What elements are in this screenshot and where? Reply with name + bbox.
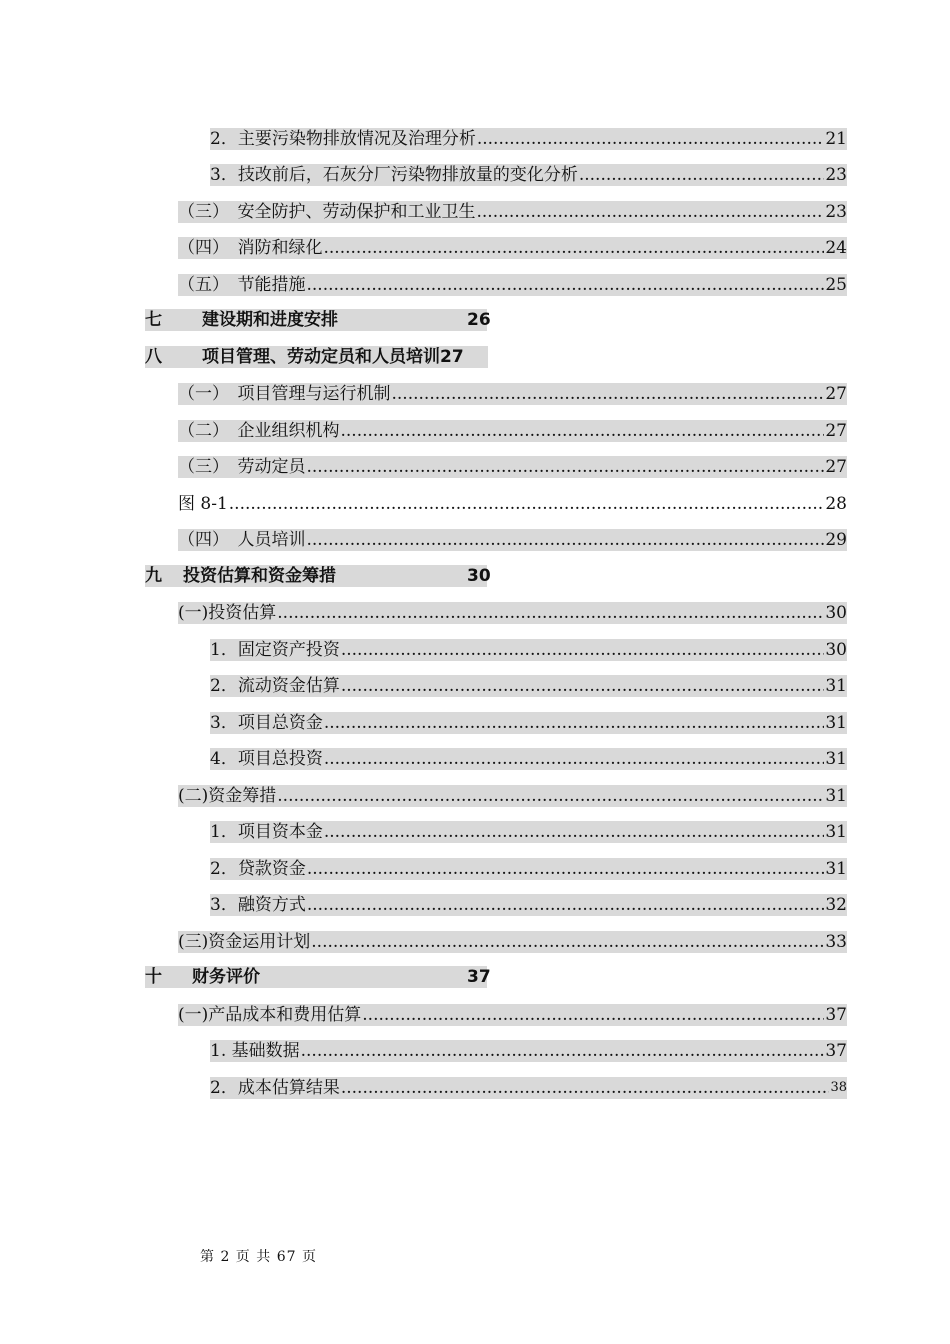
toc-leader [311,931,824,953]
toc-entry[interactable] [178,527,847,551]
toc-entry[interactable] [178,454,847,478]
toc-entry-label: (三)资金运用计划 [178,932,311,952]
toc-entry-page: 23 [825,202,847,222]
toc-entry-page: 27 [825,457,847,477]
toc-entry[interactable] [178,235,847,259]
chapter-title: 投资估算和资金筹措 [183,566,336,586]
chapter-title: 建设期和进度安排 [202,310,338,330]
toc-leader [307,858,825,880]
toc-leader [341,1077,830,1099]
toc-entry-label: 3．技改前后，石灰分厂污染物排放量的变化分析 [210,165,578,185]
chapter-number: 十 [145,967,162,987]
toc-entry[interactable] [210,1075,847,1099]
toc-entry-label: 4．项目总投资 [210,749,323,769]
toc-entry-page: 33 [825,932,847,952]
toc-entry[interactable] [210,162,847,186]
toc-entry-label: (一)产品成本和费用估算 [178,1005,362,1025]
toc-entry-label: （三） 安全防护、劳动保护和工业卫生 [178,202,476,222]
toc-leader [307,894,825,916]
toc-leader [324,821,825,843]
toc-entry-label: （四） 人员培训 [178,530,306,550]
toc-chapter[interactable] [145,308,490,332]
toc-entry[interactable] [210,856,847,880]
toc-entry-label: 2．贷款资金 [210,859,306,879]
toc-entry-label: (二)资金筹措 [178,786,277,806]
toc-leader [324,748,825,770]
toc-entry-label: 1. 基础数据 [210,1041,300,1061]
toc-entry-label: 2．主要污染物排放情况及治理分析 [210,129,476,149]
toc-entry-label: 图 8-1 [178,494,228,514]
toc-entry[interactable] [210,126,847,150]
toc-entry-page: 27 [825,384,847,404]
chapter-number: 八 [145,347,162,367]
toc-entry[interactable] [210,673,847,697]
toc-entry-label: 2．成本估算结果 [210,1078,340,1098]
page-footer: 第 2 页 共 67 页 [200,1249,317,1265]
toc-entry-label: 2．流动资金估算 [210,676,340,696]
toc-leader [307,456,825,478]
toc-entry[interactable] [178,272,847,296]
toc-entry-page: 31 [825,676,847,696]
toc-entry-page: 29 [825,530,847,550]
toc-leader [341,420,825,442]
toc-leader [307,274,825,296]
toc-entry-label: 1．固定资产投资 [210,640,340,660]
toc-leader [301,1040,825,1062]
toc-entry-page: 37 [825,1005,847,1025]
toc-entry[interactable] [210,819,847,843]
chapter-number: 七 [145,310,162,330]
toc-entry-page: 31 [825,859,847,879]
toc-leader [392,383,825,405]
toc-entry-page: 23 [825,165,847,185]
toc-leader [324,237,825,259]
toc-leader [277,785,824,807]
toc-entry[interactable] [178,600,847,624]
toc-entry[interactable] [210,710,847,734]
toc-entry-page: 24 [825,238,847,258]
toc-chapter[interactable] [145,564,490,588]
toc-entry[interactable] [178,199,847,223]
toc-entry-page: 38 [830,1080,847,1095]
toc-entry[interactable] [178,491,847,515]
toc-entry-label: （二） 企业组织机构 [178,421,340,441]
toc-entry-label: 1．项目资本金 [210,822,323,842]
toc-entry-label: 3．融资方式 [210,895,306,915]
toc-leader [341,675,825,697]
toc-entry-page: 31 [825,713,847,733]
toc-entry[interactable] [178,1002,847,1026]
toc-entry[interactable] [178,418,847,442]
toc-entry-page: 21 [825,129,847,149]
toc-leader [229,493,825,515]
chapter-title: 财务评价 [192,967,260,987]
toc-entry-page: 32 [825,895,847,915]
chapter-page: 26 [467,310,491,330]
toc-chapter[interactable] [145,345,490,369]
toc-leader [477,201,825,223]
toc-entry-page: 31 [825,749,847,769]
toc-leader [277,602,824,624]
toc-entry-page: 31 [825,786,847,806]
toc-leader [362,1004,824,1026]
toc-leader [341,639,825,661]
toc-entry-page: 28 [825,494,847,514]
toc-entry-page: 25 [825,275,847,295]
chapter-page: 30 [467,566,491,586]
toc-entry-page: 30 [825,640,847,660]
toc-entry-label: （一） 项目管理与运行机制 [178,384,391,404]
toc-entry[interactable] [210,892,847,916]
toc-entry[interactable] [178,929,847,953]
toc-entry[interactable] [210,746,847,770]
toc-leader [307,529,825,551]
toc-entry-label: (一)投资估算 [178,603,277,623]
toc-leader [324,712,825,734]
toc-entry[interactable] [178,381,847,405]
toc-entry-page: 31 [825,822,847,842]
toc-leader [579,164,825,186]
toc-entry[interactable] [178,783,847,807]
toc-entry-page: 27 [825,421,847,441]
toc-entry[interactable] [210,637,847,661]
toc-entry-label: （三） 劳动定员 [178,457,306,477]
chapter-page: 37 [467,967,491,987]
toc-chapter[interactable] [145,965,490,989]
chapter-title: 项目管理、劳动定员和人员培训27 [202,347,464,367]
toc-entry-page: 30 [825,603,847,623]
toc-entry[interactable] [210,1038,847,1062]
toc-entry-label: 3．项目总资金 [210,713,323,733]
toc-entry-page: 37 [825,1041,847,1061]
toc-entry-label: （四） 消防和绿化 [178,238,323,258]
toc-entry-label: （五） 节能措施 [178,275,306,295]
chapter-number: 九 [145,566,162,586]
toc-leader [477,128,825,150]
